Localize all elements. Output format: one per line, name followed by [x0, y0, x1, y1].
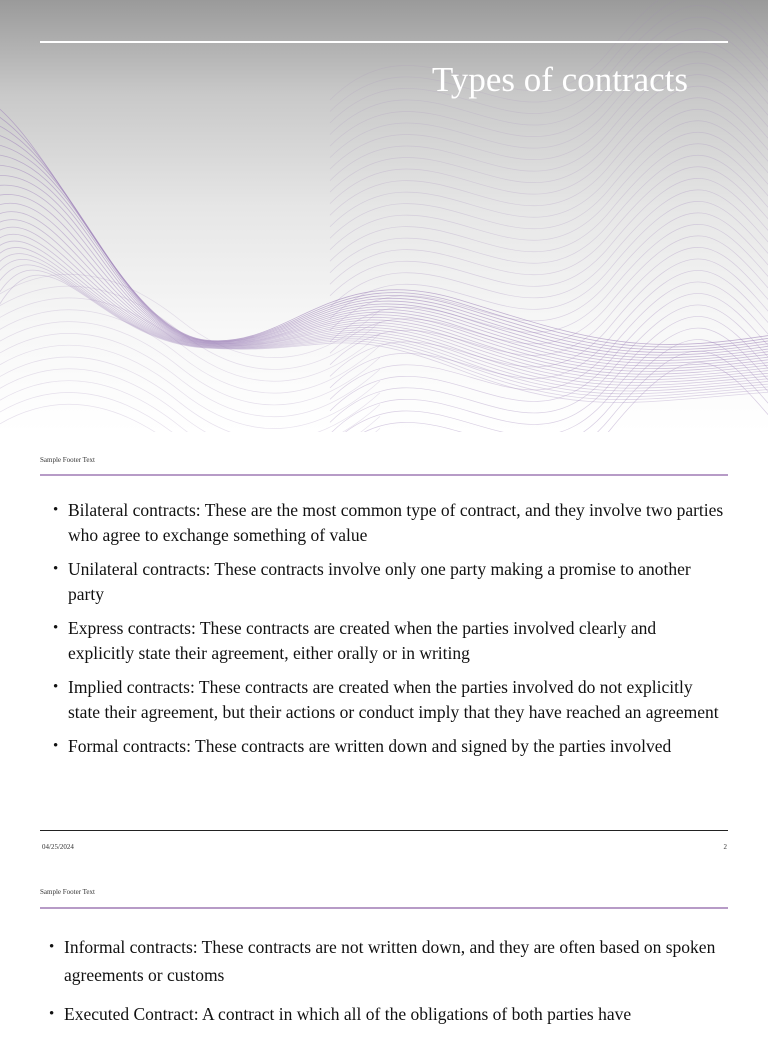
list-item-text: Unilateral contracts: These contracts involve only one party making a promise to another party [68, 559, 691, 604]
wave-line [330, 178, 768, 295]
header-divider [40, 474, 728, 476]
wave-line [330, 132, 768, 249]
footer-divider [40, 830, 728, 831]
slide-title: Types of contracts [431, 60, 688, 99]
wave-line [330, 270, 768, 387]
wave-line [330, 293, 768, 410]
bullet-icon: • [49, 939, 55, 955]
header-footer-text: Sample Footer Text [40, 888, 95, 896]
bullet-icon: • [53, 620, 59, 636]
wave-line [0, 154, 768, 358]
list-item-text: Bilateral contracts: These are the most common type of contract, and they involve two parties who agree to exchange something of value [68, 500, 724, 545]
wave-line [330, 167, 768, 284]
wave-line [330, 86, 768, 203]
wave-line [0, 270, 768, 400]
title-slide [0, 0, 768, 432]
bullet-list [48, 933, 720, 1037]
header-footer-text: Sample Footer Text [40, 456, 95, 464]
wave-line [330, 121, 768, 238]
wave-line [330, 155, 768, 272]
list-item [52, 557, 724, 607]
header-divider [40, 907, 728, 909]
list-item [52, 616, 724, 666]
list-item-text: Implied contracts: These contracts are created when the parties involved do not explicitly state their agreement, but their actions or conduct imply that they have reached an agreement [68, 677, 719, 722]
list-item-text: Informal contracts: These contracts are not written down, and they are often based on spoken agreements or customs [64, 937, 716, 985]
bullet-list [52, 498, 724, 768]
list-item [52, 498, 724, 548]
wave-line [330, 109, 768, 226]
slide-date: 04/25/2024 [42, 843, 74, 851]
list-item-text: Executed Contract: A contract in which all of the obligations of both parties have [64, 1004, 632, 1024]
wave-line [330, 247, 768, 364]
bullet-icon: • [53, 561, 59, 577]
wave-line [0, 131, 768, 353]
bullet-icon: • [53, 502, 59, 518]
bullet-icon: • [53, 679, 59, 695]
list-item-text: Formal contracts: These contracts are written down and signed by the parties involved [68, 736, 672, 756]
wave-line [0, 203, 768, 371]
list-item-text: Express contracts: These contracts are created when the parties involved clearly and explicitly state their agreement, either orally or in writing [68, 618, 657, 663]
bullet-icon: • [49, 1006, 55, 1022]
list-item [48, 933, 720, 989]
page-number: 2 [723, 843, 727, 851]
title-divider [40, 41, 728, 43]
wave-line [0, 369, 380, 432]
wave-line [330, 98, 768, 215]
wave-line [330, 144, 768, 261]
list-item [52, 675, 724, 725]
list-item [52, 734, 724, 759]
bullet-icon: • [53, 738, 59, 754]
